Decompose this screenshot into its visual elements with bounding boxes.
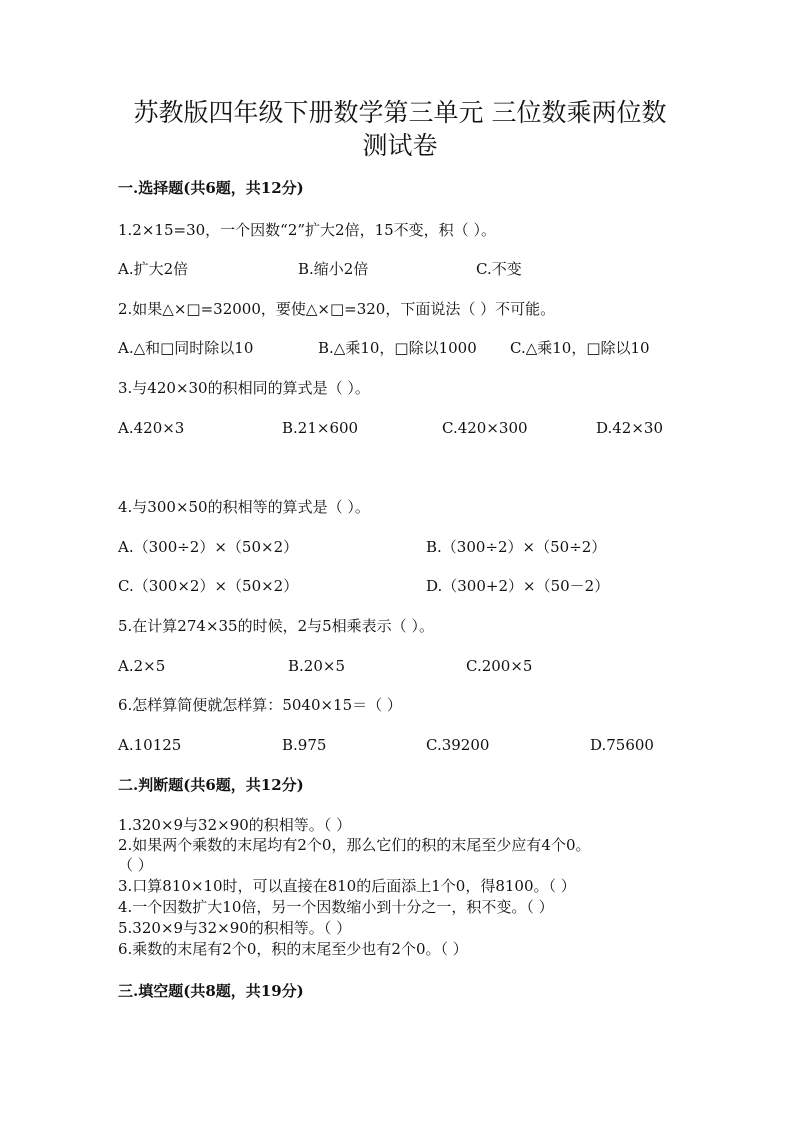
question-stem: 1.2×15=30，一个因数“2”扩大2倍，15不变，积（ ）。 xyxy=(118,221,496,239)
judge-item: （ ） xyxy=(118,856,153,874)
section-heading-choice: 一.选择题(共6题，共12分) xyxy=(118,179,304,197)
question-stem: 6.怎样算简便就怎样算：5040×15＝（ ） xyxy=(118,696,402,714)
judge-item: 3.口算810×10时，可以直接在810的后面添上1个0，得8100。（ ） xyxy=(118,877,576,895)
question-stem: 2.如果△×□=32000，要使△×□=320，下面说法（ ）不可能。 xyxy=(118,300,556,318)
judge-item: 4.一个因数扩大10倍，另一个因数缩小到十分之一，积不变。（ ） xyxy=(118,898,554,916)
judge-item: 1.320×9与32×90的积相等。（ ） xyxy=(118,816,352,834)
option-a: A.10125 xyxy=(118,736,182,754)
option-b: B.（300÷2）×（50÷2） xyxy=(426,538,607,556)
option-b: B.21×600 xyxy=(282,419,359,437)
option-a: A.扩大2倍 xyxy=(118,260,189,278)
option-b: B.20×5 xyxy=(288,657,345,675)
section-heading-judge: 二.判断题(共6题，共12分) xyxy=(118,776,304,794)
option-b: B.975 xyxy=(282,736,327,754)
question-stem: 5.在计算274×35的时候，2与5相乘表示（ ）。 xyxy=(118,617,434,635)
option-c: C.△乘10，□除以10 xyxy=(510,339,650,357)
option-a: A.（300÷2）×（50×2） xyxy=(118,538,299,556)
option-b: B.△乘10，□除以1000 xyxy=(318,339,477,357)
option-c: C.（300×2）×（50×2） xyxy=(118,577,299,595)
judge-item: 6.乘数的末尾有2个0，积的末尾至少也有2个0。（ ） xyxy=(118,940,468,958)
judge-item: 5.320×9与32×90的积相等。（ ） xyxy=(118,919,352,937)
option-c: C.420×300 xyxy=(442,419,528,437)
option-c: C.39200 xyxy=(426,736,490,754)
option-c: C.不变 xyxy=(476,260,522,278)
option-a: A.△和□同时除以10 xyxy=(118,339,254,357)
option-d: D.（300+2）×（50－2） xyxy=(426,577,610,595)
option-d: D.42×30 xyxy=(596,419,664,437)
question-stem: 4.与300×50的积相等的算式是（ ）。 xyxy=(118,498,370,516)
paper-title-line-2: 测试卷 xyxy=(362,131,438,160)
option-a: A.420×3 xyxy=(118,419,185,437)
judge-item: 2.如果两个乘数的末尾均有2个0，那么它们的积的末尾至少应有4个0。 xyxy=(118,836,591,854)
question-stem: 3.与420×30的积相同的算式是（ ）。 xyxy=(118,379,370,397)
section-heading-fill: 三.填空题(共8题，共19分) xyxy=(118,982,304,1000)
option-b: B.缩小2倍 xyxy=(298,260,369,278)
option-a: A.2×5 xyxy=(118,657,166,675)
option-d: D.75600 xyxy=(590,736,654,754)
option-c: C.200×5 xyxy=(466,657,533,675)
paper-title-line-1: 苏教版四年级下册数学第三单元 三位数乘两位数 xyxy=(133,98,667,127)
